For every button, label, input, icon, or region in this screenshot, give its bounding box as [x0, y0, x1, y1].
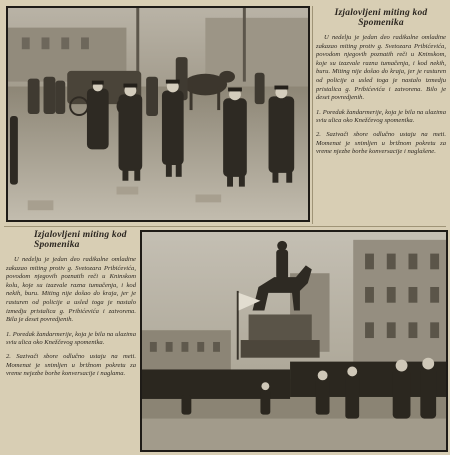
caption-item: 2. Sazivači sbore odlučno ustaju na meti. Momenat je snimljen u brižnom pokretu za vreme nejezbe borbe konversacije i naglama. [6, 352, 136, 378]
section-rule [4, 226, 446, 227]
caption-item: 1. Poredak žandarmerije, koja je bila na ulazima sviu ulica oko Knežčevog spomenika. [316, 108, 446, 125]
photo-gendarmes [6, 6, 310, 222]
photo-monument-crowd [140, 230, 448, 452]
caption-item: 2. Sazivači sbore odlučno ustaju na meti. Momenat je snimljen u brižnom pokretu za vreme njezbe borbe konversacije i naglašene. [316, 130, 446, 156]
article-top-body: U nedelju je jedan deo radikalne omladine zakazao miting protiv g. Svetozara Pribićevića, povodom njegovih poznatih reči u Kninskom, koje su izazvale razna tumačenja, i kod nekih, buru. Miting nije došao do kraja, jer je rasturen od policije a usled toga je nastalo izmedju pristalica g. Pribićevića i zatvorena. Bilo je deset povredjenih. [316, 34, 446, 102]
article-top-headline: Izjalovljeni miting kod Spomenika [334, 8, 428, 28]
article-bottom [6, 230, 136, 452]
article-bottom-captions [6, 331, 136, 379]
column-rule [312, 6, 313, 224]
article-top-captions [316, 109, 446, 157]
photo-monument-image [142, 232, 446, 450]
caption-item: 1. Poredak žandarmerije, koja je bila na ulazima sviu ulica oko Knežčevog spomenika. [6, 330, 136, 347]
article-bottom-body: U nedelju je jedan deo radikalne omladine zakazao miting protiv g. Svetozara Pribićevića, povodom njegovih poznatih reči u Kninskom kolu, koje su izazvale razna tumačenja, i kod nekih, buru. Miting nije došao do kraja, jer je rasturen od policije a usled toga je nastalo izmedju pristalica g. Pribićevića i zatvorena. Bila je deset povredjenih. [6, 256, 136, 324]
photo-gendarmes-image [8, 8, 308, 220]
article-bottom-headline: Izjalovljeni miting kod Spomenika [34, 230, 127, 250]
article-top [316, 8, 446, 222]
